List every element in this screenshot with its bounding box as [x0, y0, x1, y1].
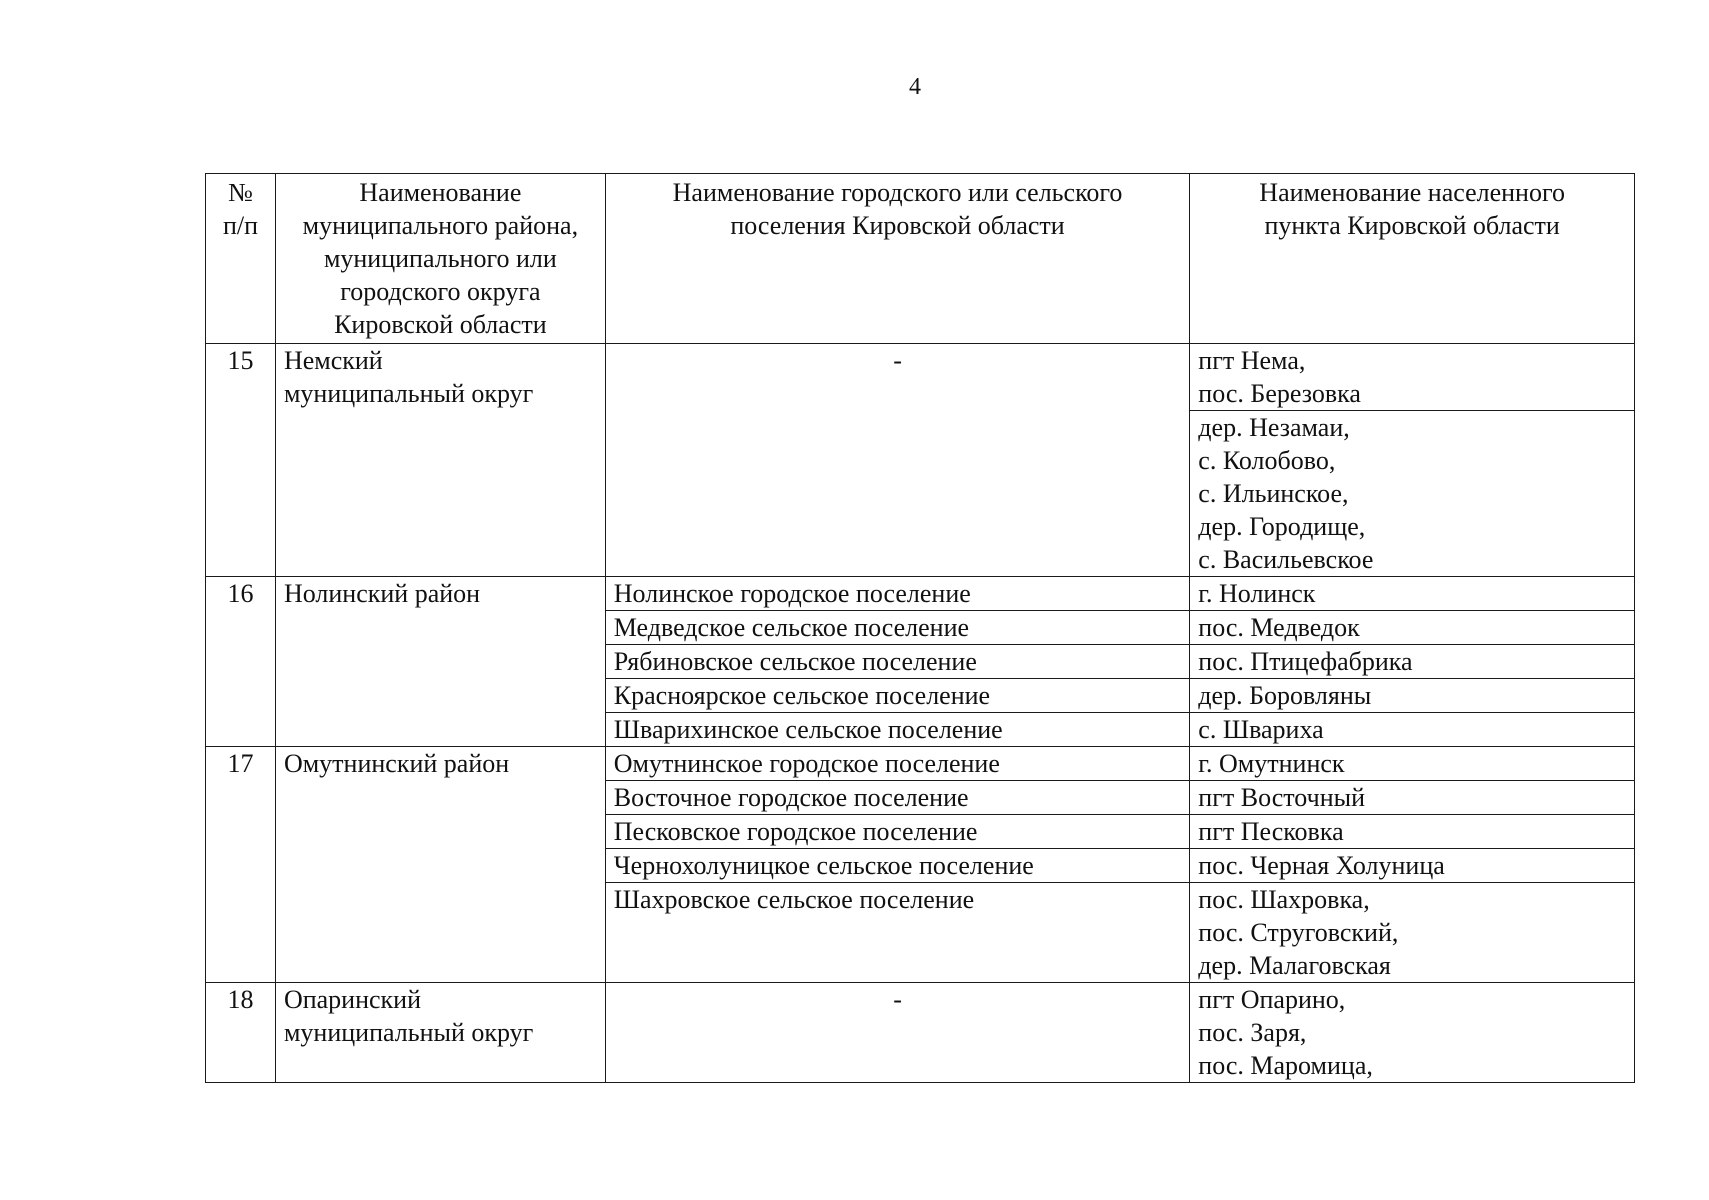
- page-number: 4: [909, 74, 921, 100]
- locality-cell: г. Нолинск: [1190, 577, 1635, 611]
- settlement-name: Песковское городское поселение: [605, 815, 1190, 849]
- row-number: 18: [206, 983, 276, 1083]
- district-name: Нолинский район: [275, 577, 605, 747]
- district-name: Опаринский муниципальный округ: [275, 983, 605, 1083]
- locality-cell: пос. Медведок: [1190, 611, 1635, 645]
- settlement-name: Медведское сельское поселение: [605, 611, 1190, 645]
- locality-cell: пос. Птицефабрика: [1190, 645, 1635, 679]
- row-number: 15: [206, 344, 276, 577]
- locality-cell: пгт Восточный: [1190, 781, 1635, 815]
- settlement-name: Шахровское сельское поселение: [605, 883, 1190, 983]
- locality-cell: пгт Нема, пос. Березовка: [1190, 344, 1635, 411]
- district-name: Немский муниципальный округ: [275, 344, 605, 577]
- header-settlement: Наименование городского или сельского поселения Кировской области: [605, 174, 1190, 344]
- settlement-name: -: [605, 983, 1190, 1083]
- table-row: [206, 983, 1635, 1083]
- settlements-table: [205, 173, 1635, 1083]
- locality-cell: пос. Шахровка, пос. Струговский, дер. Малаговская: [1190, 883, 1635, 983]
- header-locality: Наименование населенного пункта Кировской области: [1190, 174, 1635, 344]
- settlement-name: Нолинское городское поселение: [605, 577, 1190, 611]
- settlement-name: -: [605, 344, 1190, 577]
- locality-cell: дер. Боровляны: [1190, 679, 1635, 713]
- locality-cell: пгт Опарино, пос. Заря, пос. Маромица,: [1190, 983, 1635, 1083]
- table-row: [206, 577, 1635, 611]
- district-name: Омутнинский район: [275, 747, 605, 983]
- locality-cell: пос. Черная Холуница: [1190, 849, 1635, 883]
- locality-cell: пгт Песковка: [1190, 815, 1635, 849]
- settlement-name: Красноярское сельское поселение: [605, 679, 1190, 713]
- table-row: [206, 344, 1635, 411]
- header-district: Наименование муниципального района, муниципального или городского округа Кировской области: [275, 174, 605, 344]
- row-number: 16: [206, 577, 276, 747]
- locality-cell: дер. Незамаи, с. Колобово, с. Ильинское, дер. Городище, с. Васильевское: [1190, 411, 1635, 577]
- settlement-name: Омутнинское городское поселение: [605, 747, 1190, 781]
- locality-cell: с. Швариха: [1190, 713, 1635, 747]
- settlement-name: Шварихинское сельское поселение: [605, 713, 1190, 747]
- settlement-name: Восточное городское поселение: [605, 781, 1190, 815]
- row-number: 17: [206, 747, 276, 983]
- settlement-name: Чернохолуницкое сельское поселение: [605, 849, 1190, 883]
- locality-cell: г. Омутнинск: [1190, 747, 1635, 781]
- settlement-name: Рябиновское сельское поселение: [605, 645, 1190, 679]
- header-num: № п/п: [206, 174, 276, 344]
- table-header-row: [206, 174, 1635, 344]
- table-row: [206, 747, 1635, 781]
